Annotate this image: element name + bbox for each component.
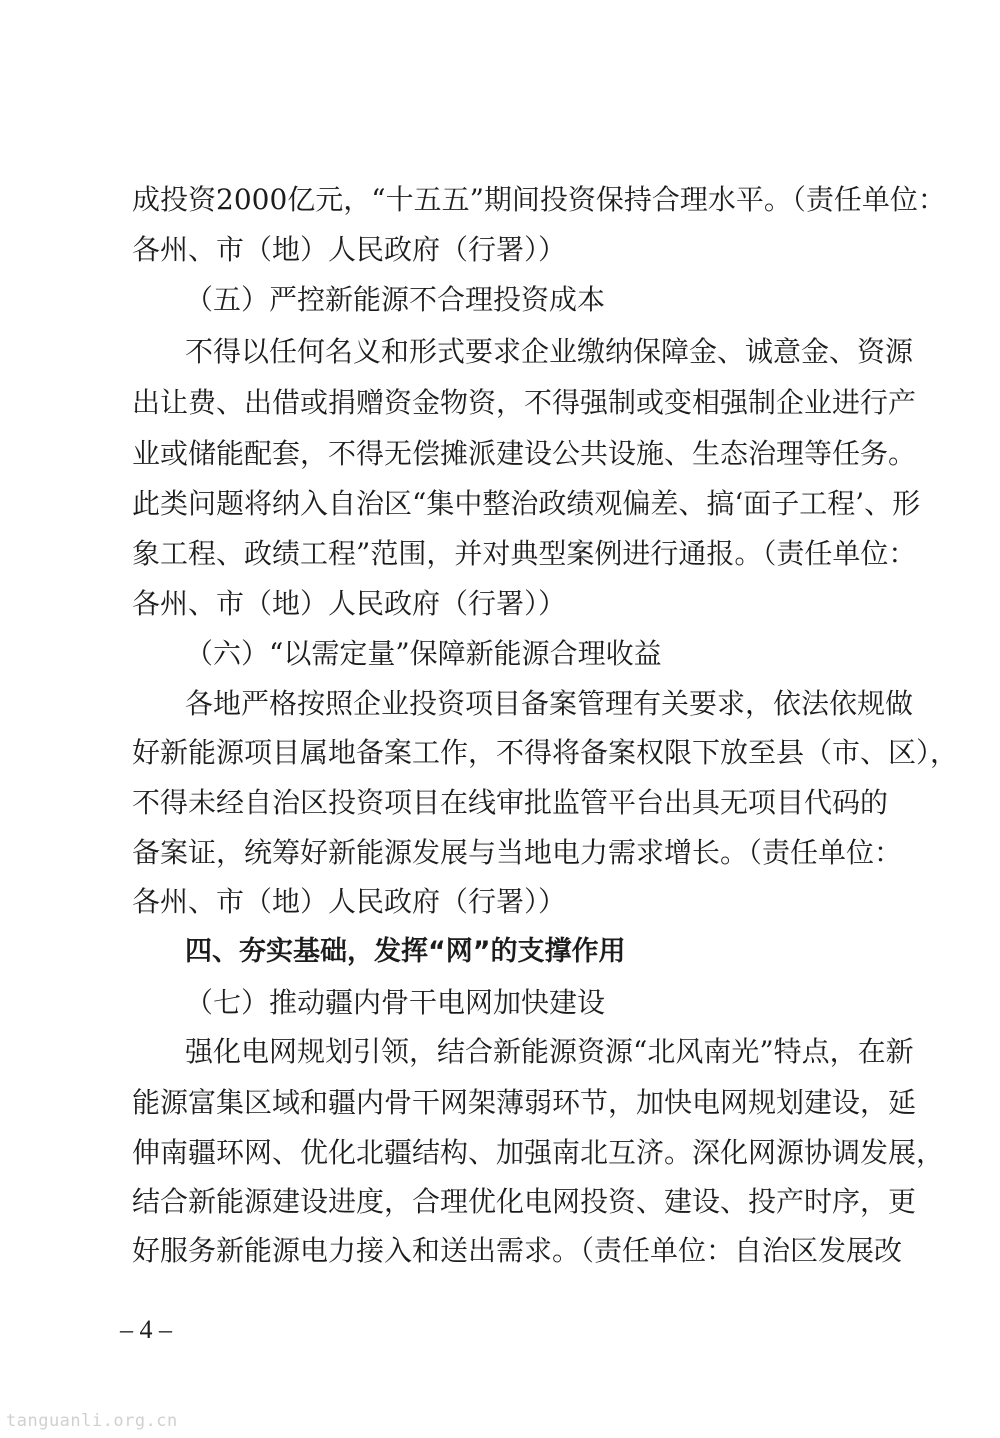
body-text-line: 备案证，统筹好新能源发展与当地电力需求增长。（责任单位： <box>132 836 903 869</box>
body-text-line: 能源富集区域和疆内骨干网架薄弱环节，加快电网规划建设，延 <box>132 1086 917 1119</box>
body-text-line: 伸南疆环网、优化北疆结构、加强南北互济。深化网源协调发展， <box>132 1136 945 1169</box>
section-heading: 四、夯实基础，发挥“网”的支撑作用 <box>185 936 626 967</box>
paragraph-first-line: 各地严格按照企业投资项目备案管理有关要求，依法依规做 <box>185 687 914 720</box>
body-text-line: 结合新能源建设进度，合理优化电网投资、建设、投产时序，更 <box>132 1185 917 1218</box>
body-text-line: 此类问题将纳入自治区“集中整治政绩观偏差、搞‘面子工程’、形 <box>132 487 921 520</box>
body-text-line: 好服务新能源电力接入和送出需求。（责任单位：自治区发展改 <box>132 1234 903 1267</box>
body-text-line: 象工程、政绩工程”范围，并对典型案例进行通报。（责任单位： <box>132 537 917 570</box>
paragraph-first-line: 不得以任何名义和形式要求企业缴纳保障金、诚意金、资源 <box>185 335 914 368</box>
page-number: – 4 – <box>120 1315 172 1344</box>
body-text-line: 好新能源项目属地备案工作，不得将备案权限下放至县（市、区）， <box>132 736 959 769</box>
paragraph-first-line: 强化电网规划引领，结合新能源资源“北风南光”特点，在新 <box>185 1035 914 1068</box>
body-text-line: 各州、市（地）人民政府（行署）） <box>132 885 567 918</box>
watermark: tanguanli.org.cn <box>6 1411 178 1431</box>
section-subheading: （六）“以需定量”保障新能源合理收益 <box>185 637 662 670</box>
body-text-line: 各州、市（地）人民政府（行署）） <box>132 233 567 266</box>
body-text-line: 各州、市（地）人民政府（行署）） <box>132 587 567 620</box>
body-text-line: 出让费、出借或捐赠资金物资，不得强制或变相强制企业进行产 <box>132 386 917 419</box>
section-subheading: （七）推动疆内骨干电网加快建设 <box>185 986 606 1019</box>
body-text-line: 成投资2000亿元，“十五五”期间投资保持合理水平。（责任单位： <box>132 183 946 216</box>
section-subheading: （五）严控新能源不合理投资成本 <box>185 283 606 316</box>
body-text-line: 业或储能配套，不得无偿摊派建设公共设施、生态治理等任务。 <box>132 437 917 470</box>
body-text-line: 不得未经自治区投资项目在线审批监管平台出具无项目代码的 <box>132 786 889 819</box>
